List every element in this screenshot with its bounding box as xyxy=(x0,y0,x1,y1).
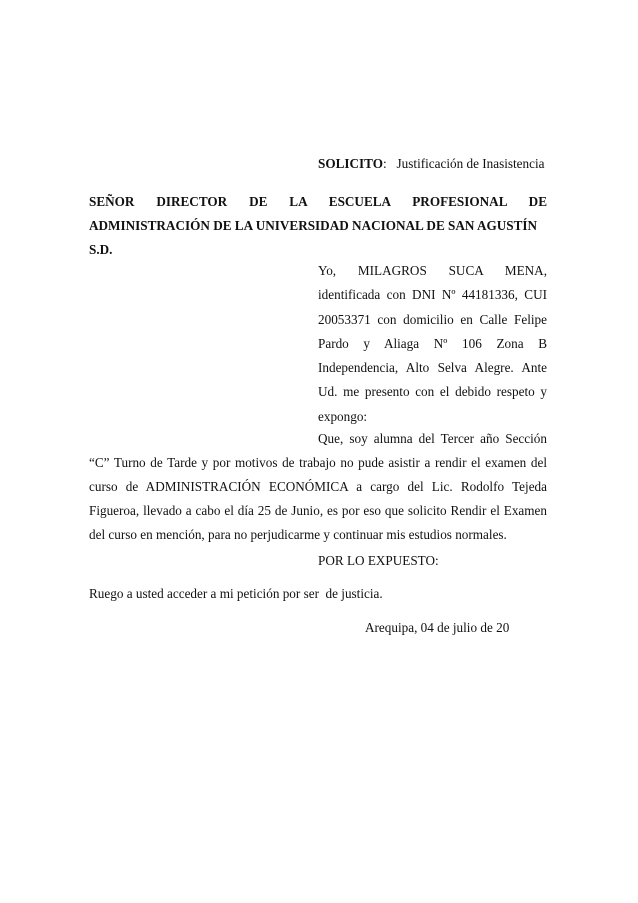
addressee-line-1: SEÑOR DIRECTOR DE LA ESCUELA PROFESIONAL DE xyxy=(89,194,547,209)
subject-line xyxy=(318,156,545,172)
addressee-line-3: S.D. xyxy=(89,242,113,257)
introduction-paragraph: Yo, MILAGROS SUCA MENA, identificada con DNI Nº 44181336, CUI 20053371 con domicilio en Calle Felipe Pardo y Aliaga Nº 106 Zona B Independencia, Alto Selva Alegre. Ante Ud. me presento con el debido respeto y expongo: xyxy=(318,263,547,424)
date-line: Arequipa, 04 de julio de 20 xyxy=(365,620,510,635)
addressee-line-2: ADMINISTRACIÓN DE LA UNIVERSIDAD NACIONAL DE SAN AGUSTÍN xyxy=(89,218,538,233)
por-lo-expuesto: POR LO EXPUESTO: xyxy=(318,553,439,568)
subject-text: : Justificación de Inasistencia xyxy=(383,156,545,171)
request-sentence: Ruego a usted acceder a mi petición por ser de justicia. xyxy=(89,586,383,601)
body-paragraph: Que, soy alumna del Tercer año Sección “C” Turno de Tarde y por motivos de trabajo no pude asistir a rendir el examen del curso de ADMINISTRACIÓN ECONÓMICA a cargo del Lic. Rodolfo Tejeda Figueroa, llevado a cabo el día 25 de Junio, es por eso que solicito Rendir el Examen del curso en mención, para no perjudicarme y continuar mis estudios normales. xyxy=(89,431,547,542)
addressee-block xyxy=(89,190,547,262)
subject-label: SOLICITO xyxy=(318,156,383,171)
